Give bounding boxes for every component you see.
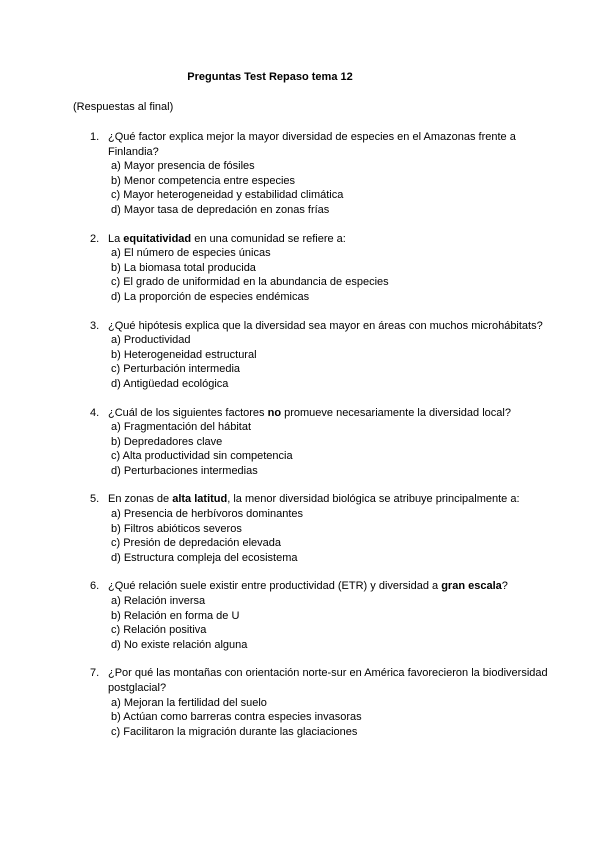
answer-option: c) Perturbación intermedia: [111, 363, 241, 376]
answer-option: b) La biomasa total producida: [111, 261, 256, 274]
answer-option: c) Relación positiva: [111, 624, 207, 637]
answer-option: c) Alta productividad sin competencia: [111, 450, 293, 463]
question-text: ¿Qué factor explica mejor la mayor diversidad de especies en el Amazonas frente a Finlandia?: [108, 131, 516, 158]
answers-note: (Respuestas al final): [73, 101, 174, 113]
answer-option: b) Menor competencia entre especies: [111, 174, 296, 187]
question-item: [90, 130, 550, 218]
question-item: [90, 232, 550, 305]
answer-option: d) Estructura compleja del ecosistema: [111, 551, 298, 564]
question-number: 3.: [90, 319, 100, 332]
question-item: [90, 319, 550, 392]
page-title: Preguntas Test Repaso tema 12: [187, 71, 353, 83]
answer-option: d) No existe relación alguna: [111, 638, 248, 651]
answer-option: c) Presión de depredación elevada: [111, 537, 282, 550]
question-text: ¿Cuál de los siguientes factores no promueve necesariamente la diversidad local?: [108, 406, 511, 419]
question-text: La equitatividad en una comunidad se refiere a:: [108, 232, 346, 245]
question-list: [90, 130, 550, 753]
answer-option: a) Relación inversa: [111, 595, 206, 608]
answer-option: a) Fragmentación del hábitat: [111, 421, 252, 434]
question-text: ¿Por qué las montañas con orientación norte-sur en América favorecieron la biodiversidad postglacial?: [108, 667, 548, 694]
question-number: 4.: [90, 406, 100, 419]
answer-option: b) Actúan como barreras contra especies invasoras: [111, 711, 362, 724]
answer-option: c) El grado de uniformidad en la abundancia de especies: [111, 276, 389, 289]
question-number: 5.: [90, 493, 100, 506]
question-number: 1.: [90, 131, 100, 143]
answer-option: d) Antigüedad ecológica: [111, 377, 229, 390]
answer-option: c) Facilitaron la migración durante las glaciaciones: [111, 725, 358, 738]
question-number: 2.: [90, 232, 100, 245]
answer-option: a) Presencia de herbívoros dominantes: [111, 508, 303, 521]
answer-option: a) Mayor presencia de fósiles: [111, 160, 255, 173]
question-number: 7.: [90, 667, 100, 680]
question-text: En zonas de alta latitud, la menor diversidad biológica se atribuye principalmente a:: [108, 493, 520, 506]
question-item: [90, 492, 550, 565]
question-item: [90, 666, 550, 739]
answer-option: a) El número de especies únicas: [111, 247, 271, 260]
answer-option: d) Perturbaciones intermedias: [111, 464, 258, 477]
answer-option: d) Mayor tasa de depredación en zonas frías: [111, 203, 330, 216]
answer-option: b) Depredadores clave: [111, 435, 223, 448]
question-item: [90, 406, 550, 479]
answer-option: b) Relación en forma de U: [111, 609, 240, 622]
question-text: ¿Qué hipótesis explica que la diversidad sea mayor en áreas con muchos microhábitats?: [108, 319, 543, 332]
answer-option: b) Filtros abióticos severos: [111, 522, 242, 535]
answer-option: b) Heterogeneidad estructural: [111, 348, 257, 361]
question-number: 6.: [90, 580, 100, 593]
question-text: ¿Qué relación suele existir entre productividad (ETR) y diversidad a gran escala?: [108, 580, 508, 593]
question-item: [90, 579, 550, 652]
answer-option: d) La proporción de especies endémicas: [111, 290, 310, 303]
answer-option: c) Mayor heterogeneidad y estabilidad climática: [111, 189, 344, 202]
answer-option: a) Productividad: [111, 334, 191, 347]
answer-option: a) Mejoran la fertilidad del suelo: [111, 696, 267, 709]
